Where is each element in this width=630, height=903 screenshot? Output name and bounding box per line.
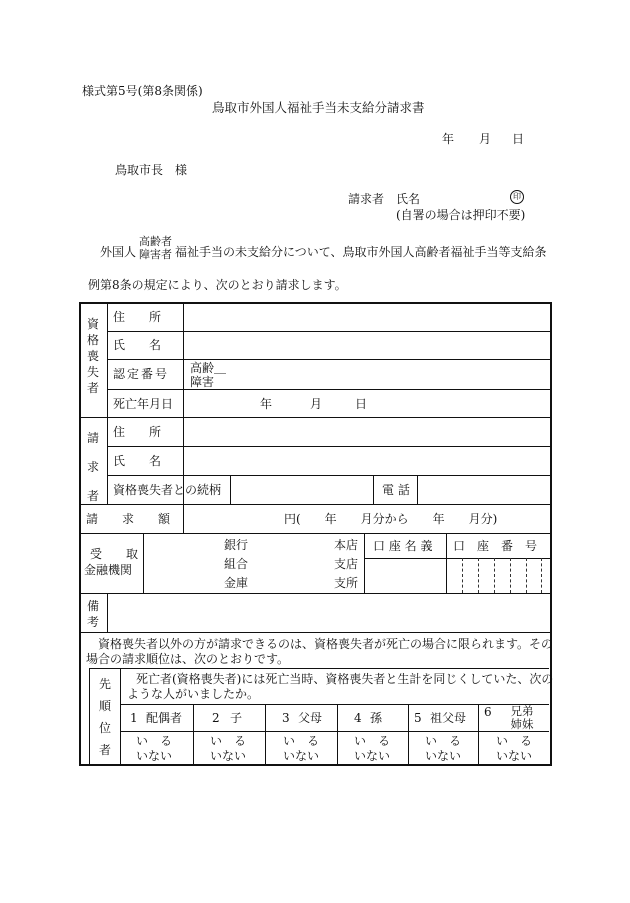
account-holder-label: 口 座 名 義: [373, 539, 433, 553]
amount-label: 請 求 額: [86, 512, 171, 526]
death-day: 日: [355, 397, 368, 411]
form-number: 様式第5号(第8条関係): [82, 84, 203, 98]
item-4-no: 4: [354, 711, 362, 725]
item-6-no-text: いない: [496, 749, 533, 763]
date-month: 月: [479, 132, 492, 146]
item-2-name: 子: [230, 711, 243, 725]
death-year: 年: [260, 397, 273, 411]
item-3-yes: い る: [283, 734, 320, 748]
item-6-no: 6: [484, 705, 492, 719]
item-1-no: 1: [130, 711, 138, 725]
item-5-yes: い る: [425, 734, 462, 748]
deceased-address-label: 住 所: [113, 310, 162, 324]
cert-disabled: 障害: [190, 375, 215, 389]
death-date-label: 死亡年月日: [113, 397, 174, 411]
priority-question-1: 死亡者(資格喪失者)には死亡当時、資格喪失者と生計を同じくしていた、次の: [136, 672, 554, 686]
account-number-label: 口 座 番 号: [453, 539, 538, 553]
cert-number-label: 認定番号: [113, 367, 170, 381]
item-2-no: 2: [212, 711, 220, 725]
notice-line1: 資格喪失者以外の方が請求できるのは、資格喪失者が死亡の場合に限られます。その: [98, 637, 554, 651]
priority-question-2: ような人がいましたか。: [127, 687, 260, 701]
item-4-name: 孫: [370, 711, 383, 725]
item-3-no-text: いない: [283, 749, 320, 763]
notice-line2: 場合の請求順位は、次のとおりです。: [86, 652, 290, 666]
claimant-address-label: 住 所: [113, 425, 162, 439]
intro-elderly: 高齢者: [139, 235, 172, 248]
relation-label: 資格喪失者との続柄: [113, 483, 222, 497]
item-5-no: 5: [414, 711, 422, 725]
amount-text: 円( 年 月分から 年 月分): [284, 512, 498, 526]
date-day: 日: [512, 132, 525, 146]
addressee: 鳥取市長 様: [115, 163, 188, 177]
item-6-name: 兄弟姉妹: [510, 704, 534, 731]
deceased-name-label: 氏 名: [113, 338, 162, 352]
seal-note: (自署の場合は押印不要): [396, 208, 526, 222]
intro-prefix: 外国人: [100, 245, 137, 259]
death-month: 月: [310, 397, 323, 411]
intro-disabled: 障害者: [139, 248, 172, 261]
cert-elderly: 高齢＿: [190, 361, 227, 375]
item-1-name: 配偶者: [146, 711, 183, 725]
item-3-name: 父母: [298, 711, 323, 725]
item-3-no: 3: [282, 711, 290, 725]
item-1-no-text: いない: [136, 749, 173, 763]
branch-branch: 支店: [334, 557, 359, 571]
branch-head: 本店: [334, 538, 359, 552]
bank-type-union: 組合: [224, 557, 249, 571]
bank-type-treasury: 金庫: [224, 576, 249, 590]
item-2-yes: い る: [210, 734, 247, 748]
form-title: 鳥取市外国人福祉手当未支給分請求書: [212, 100, 425, 115]
item-5-no-text: いない: [425, 749, 462, 763]
priority-label: 先順位者: [98, 677, 111, 757]
intro-line1: 福祉手当の未支給分について、鳥取市外国人高齢者福祉手当等支給条: [175, 245, 547, 259]
remarks-label: 備考: [86, 599, 99, 629]
item-4-no-text: いない: [354, 749, 391, 763]
phone-label: 電 話: [382, 483, 410, 497]
claimant-section-label: 請求者: [86, 431, 99, 503]
bank-label-2: 金融機関: [84, 563, 133, 577]
item-5-name: 祖父母: [430, 711, 467, 725]
item-2-no-text: いない: [210, 749, 247, 763]
deceased-section-label: 資格喪失者: [86, 317, 99, 395]
branch-office: 支所: [334, 576, 359, 590]
requester-label: 請求者: [348, 192, 385, 206]
item-6-yes: い る: [496, 734, 533, 748]
bank-type-bank: 銀行: [224, 538, 249, 552]
item-1-yes: い る: [136, 734, 173, 748]
seal-mark: 印: [510, 190, 524, 204]
item-4-yes: い る: [354, 734, 391, 748]
requester-name-label: 氏名: [396, 192, 421, 206]
date-year: 年: [442, 132, 455, 146]
bank-label-1: 受 取: [90, 547, 139, 561]
claimant-name-label: 氏 名: [113, 454, 162, 468]
intro-line2: 例第8条の規定により、次のとおり請求します。: [88, 278, 347, 292]
